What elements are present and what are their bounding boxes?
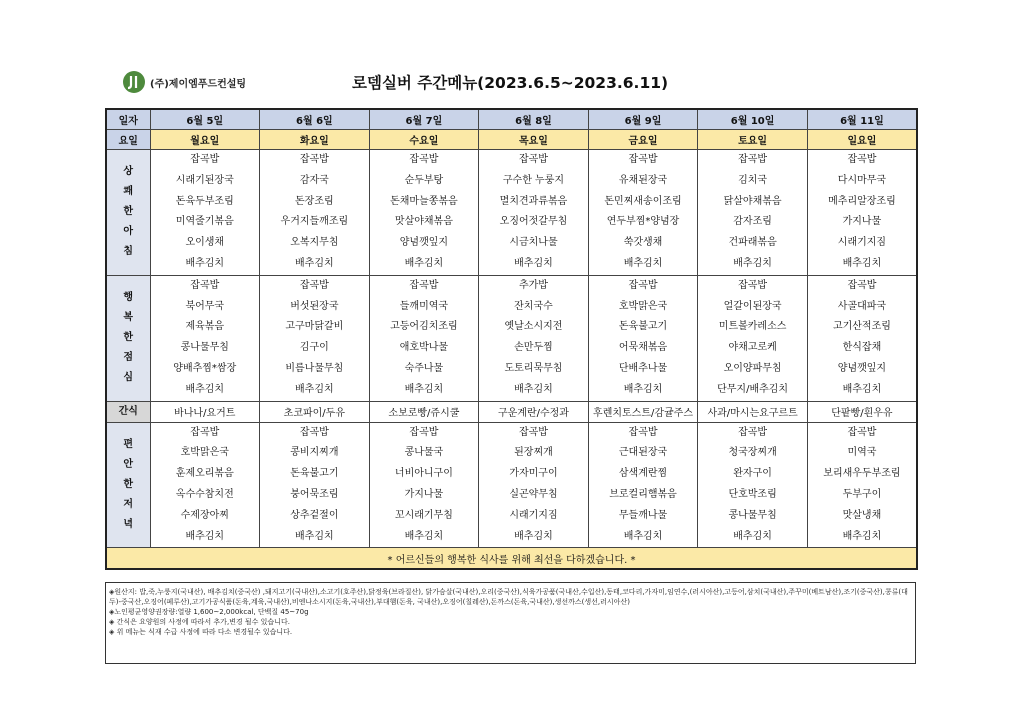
menu-item: 잔치국수 [514,300,553,312]
menu-item: 무들깨나물 [618,509,668,521]
menu-item: 비름나물무침 [285,362,344,374]
menu-item: 콩비지찌개 [290,447,339,459]
menu-item: 야채고로케 [728,342,777,354]
meal-label-char: 상 [123,166,134,178]
menu-item: 배추김치 [185,257,225,269]
dinner-row [106,422,917,548]
menu-item: 잡곡밥 [847,279,877,291]
menu-item: 미역국 [847,447,877,459]
menu-item: 가자미구이 [509,468,558,480]
meal-label-char: 점 [123,352,134,364]
breakfast-row-day [807,150,917,276]
menu-item: 두부구이 [842,488,882,500]
dow-label: 요일 [106,130,150,150]
meal-label-char: 편 [123,438,134,450]
weekly-menu-table [105,108,918,570]
menu-item: 근대된장국 [618,447,668,459]
menu-item: 양배추찜*쌈장 [173,362,237,374]
menu-item: 잡곡밥 [409,279,439,291]
menu-item: 숙주나물 [404,362,444,374]
menu-note: * 어르신들의 행복한 식사를 위해 최선을 다하겠습니다. * [106,548,917,570]
dinner-row-day [369,422,479,548]
breakfast-row-day [369,150,479,276]
breakfast-row-day [698,150,808,276]
menu-item: 연두부찜*양념장 [606,216,680,228]
menu-item: 잡곡밥 [628,154,658,165]
menu-item: 옛날소시지전 [504,321,563,333]
menu-item: 버섯된장국 [290,300,339,312]
menu-item: 건파래볶음 [728,237,777,249]
lunch-row-day [698,275,808,401]
menu-item: 오복지무침 [290,237,339,249]
menu-item: 잡곡밥 [518,154,548,165]
menu-item: 고구마닭갈비 [285,321,344,333]
menu-item: 감자조림 [733,216,772,228]
menu-item: 삼색계란찜 [618,468,668,480]
menu-item: 완자구이 [733,468,772,480]
meal-label-char: 한 [123,206,134,218]
lunch-row-day [807,275,917,401]
menu-item: 호박맑은국 [180,447,229,459]
meal-label-char: 녁 [123,518,134,530]
menu-item: 단호박조림 [728,488,777,500]
menu-item: 훈제오리볶음 [175,468,234,480]
snack-note: ◈ 간식은 요양원의 사정에 따라서 추가,변경 될수 있습니다. [109,618,290,626]
day-of-week: 금요일 [588,130,698,150]
menu-item: 메추리알장조림 [828,195,896,207]
meal-label-char: 쾌 [123,186,134,198]
menu-item: 추가밥 [518,279,548,291]
menu-item: 김구이 [299,342,329,354]
menu-item: 고등어김치조림 [390,321,458,333]
menu-item: 붕어묵조림 [290,488,339,500]
date-label: 일자 [106,109,150,130]
menu-item: 돈장조림 [295,195,334,207]
dinner-row-label [106,422,150,548]
breakfast-row-day [479,150,589,276]
menu-item: 고기산적조림 [832,321,891,333]
menu-item: 잡곡밥 [409,154,439,165]
menu-item: 콩나물무침 [180,342,229,354]
day-date: 6월 9일 [588,109,698,130]
dinner-row-day [479,422,589,548]
meal-label-char: 행 [123,292,134,304]
menu-item: 돈육불고기 [618,321,668,333]
menu-item: 상추겉절이 [290,509,339,521]
menu-item: 김치국 [738,174,768,186]
menu-item: 배추김치 [623,257,663,269]
menu-item: 배추김치 [404,257,444,269]
meal-label-char: 복 [123,312,134,324]
company-logo-mark-icon [122,70,146,94]
breakfast-row-label [106,150,150,276]
menu-item: 시래기지짐 [509,509,558,521]
meal-label-char: 침 [123,246,134,258]
meal-label-char: 한 [123,332,134,344]
day-of-week: 수요일 [369,130,479,150]
menu-item: 된장찌개 [514,447,553,459]
menu-item: 배추김치 [404,530,444,542]
menu-item: 가지나물 [404,488,444,500]
menu-item: 단무지/배추김치 [717,383,789,395]
dinner-row-day [588,422,698,548]
menu-item: 구수한 누룽지 [502,174,565,186]
change-note: ◈ 위 메뉴는 식재 수급 사정에 따라 다소 변경될수 있습니다. [109,628,293,636]
menu-item: 배추김치 [514,383,553,395]
snack-item: 사과/마시는요구르트 [698,401,808,422]
menu-item: 배추김치 [514,257,553,269]
day-date: 6월 8일 [479,109,589,130]
menu-item: 시래기된장국 [175,174,234,186]
dinner-row-day [260,422,370,548]
menu-item: 오이양파무침 [723,362,782,374]
menu-item: 양념깻잎지 [837,362,887,374]
menu-item: 배추김치 [842,530,882,542]
menu-item: 잡곡밥 [628,279,658,291]
menu-item: 잡곡밥 [299,154,329,165]
dinner-row-day [698,422,808,548]
day-of-week: 화요일 [260,130,370,150]
menu-item: 배추김치 [623,530,663,542]
menu-item: 잡곡밥 [847,154,877,165]
menu-item: 시금치나물 [509,237,558,249]
menu-item: 감자국 [299,174,329,186]
menu-item: 배추김치 [185,530,225,542]
meal-label-char: 저 [123,498,134,510]
snack-item: 구운계란/수정과 [479,401,589,422]
menu-item: 너비아니구이 [394,468,453,480]
menu-item: 순두부탕 [404,174,444,186]
menu-item: 잡곡밥 [409,426,439,438]
menu-item: 유채된장국 [618,174,668,186]
menu-item: 실곤약무침 [509,488,558,500]
breakfast-row-day [588,150,698,276]
meal-label-char: 심 [123,372,134,384]
menu-item: 우거지들깨조림 [280,216,349,228]
menu-item: 잡곡밥 [738,426,768,438]
breakfast-row-day [150,150,260,276]
origin-note: ◈원산지: 밥,죽,누룽지(국내산), 배추김치(중국산) ,돼지고기(국내산),소고기(호주산),닭정육(브라질산), 닭가슴살(국내산),오리(중국산),식육가공품(국내산,수입산),동태,코다리,가자미,임연수,(러시아산),고등어,삼치(국내산),주꾸미(베트남산),조기(중국산),콩류(대두)-중국산,오징어(페루산),고기가공식품(돈육,계육,국내산),비엔나소시지(돈육,국내산),부대햄(돈육, 국내산),오징어(칠레산),돈까스(돈육,국내산),생선까스(생선,러시아산) [109,588,908,606]
menu-item: 어묵채볶음 [618,342,668,354]
menu-item: 옥수수참치전 [175,488,234,500]
menu-item: 제육볶음 [185,321,225,333]
page-title: 로뎀실버 주간메뉴(2023.6.5~2023.6.11) [352,74,669,92]
snack-item: 초코파이/두유 [260,401,370,422]
menu-item: 청국장찌개 [728,447,777,459]
menu-item: 배추김치 [295,530,334,542]
menu-item: 콩나물무침 [728,509,777,521]
menu-item: 사골대파국 [837,300,887,312]
menu-item: 오징어젓갈무침 [499,216,568,228]
menu-item: 잡곡밥 [628,426,658,438]
menu-item: 돈채마늘쫑볶음 [390,195,458,207]
footer-notes [105,582,916,664]
menu-item: 쑥갓생채 [623,237,663,249]
menu-item: 닭살야채볶음 [723,195,782,207]
dow-header-row [106,130,917,150]
menu-item: 꼬시래기무침 [394,509,453,521]
menu-item: 미트볼카레소스 [718,321,787,333]
menu-item: 가지나물 [842,216,882,228]
menu-item: 잡곡밥 [299,279,329,291]
menu-item: 배추김치 [623,383,663,395]
snack-row [106,401,917,422]
day-date: 6월 5일 [150,109,260,130]
menu-item: 잡곡밥 [190,279,220,291]
menu-item: 배추김치 [295,383,334,395]
note-row [106,548,917,570]
menu-item: 잡곡밥 [190,426,220,438]
menu-item: 배추김치 [185,383,225,395]
meal-label-char: 한 [123,478,134,490]
day-of-week: 목요일 [479,130,589,150]
menu-item: 다시마무국 [837,174,887,186]
menu-item: 배추김치 [733,530,772,542]
menu-item: 맛살냉채 [842,509,882,521]
menu-item: 배추김치 [842,257,882,269]
menu-item: 단배추나물 [618,362,668,374]
menu-item: 잡곡밥 [299,426,329,438]
menu-item: 콩나물국 [404,447,444,459]
menu-item: 돈민찌새송이조림 [604,195,682,207]
menu-item: 배추김치 [514,530,553,542]
menu-item: 맛살야채볶음 [394,216,453,228]
lunch-row-day [369,275,479,401]
menu-item: 애호박나물 [399,342,449,354]
menu-item: 잡곡밥 [518,426,548,438]
menu-item: 잡곡밥 [738,154,768,165]
menu-item: 배추김치 [404,383,444,395]
breakfast-row-day [260,150,370,276]
dinner-row-day [150,422,260,548]
snack-item: 소보로빵/쥬시쿨 [369,401,479,422]
lunch-row-day [260,275,370,401]
company-name: (주)제이엠푸드컨설팅 [150,78,247,90]
nutrition-note: ◈노인평균영양권장량:열량 1,600~2,000kcal, 단백질 45~70g [109,608,309,616]
menu-item: 도토리묵무침 [504,362,563,374]
day-date: 6월 10일 [698,109,808,130]
day-date: 6월 7일 [369,109,479,130]
lunch-row-label [106,275,150,401]
menu-item: 돈육두부조림 [175,195,234,207]
menu-item: 북어무국 [185,300,225,312]
date-header-row [106,109,917,130]
menu-item: 돈육불고기 [290,468,339,480]
lunch-row-day [588,275,698,401]
day-of-week: 일요일 [807,130,917,150]
day-of-week: 월요일 [150,130,260,150]
menu-item: 잡곡밥 [738,279,768,291]
menu-item: 양념깻잎지 [399,237,449,249]
meal-label-char: 아 [123,226,134,238]
breakfast-row [106,150,917,276]
menu-item: 미역줄기볶음 [175,216,234,228]
menu-item: 수제장아찌 [180,509,229,521]
menu-item: 잡곡밥 [847,426,877,438]
menu-item: 브로컬리햄볶음 [609,488,677,500]
snack-item: 바나나/요거트 [150,401,260,422]
menu-item: 얼갈이된장국 [723,300,782,312]
menu-item: 들깨미역국 [399,300,449,312]
menu-item: 시래기지짐 [837,237,887,249]
day-date: 6월 11일 [807,109,917,130]
menu-item: 배추김치 [733,257,772,269]
day-of-week: 토요일 [698,130,808,150]
menu-item: 배추김치 [295,257,334,269]
dinner-row-day [807,422,917,548]
menu-item: 호박맑은국 [618,300,668,312]
snack-item: 후렌치토스트/감귤주스 [588,401,698,422]
snack-item: 단팥빵/흰우유 [807,401,917,422]
lunch-row-day [150,275,260,401]
menu-item: 멸치견과류볶음 [499,195,568,207]
day-date: 6월 6일 [260,109,370,130]
menu-item: 배추김치 [842,383,882,395]
snack-label: 간식 [106,401,150,422]
menu-item: 잡곡밥 [190,154,220,165]
menu-item: 한식잡채 [842,342,882,354]
menu-item: 오이생채 [185,237,225,249]
lunch-row [106,275,917,401]
menu-item: 보리새우두부조림 [823,468,901,480]
menu-item: 손만두찜 [514,342,553,354]
lunch-row-day [479,275,589,401]
company-logo [122,70,246,94]
meal-label-char: 안 [123,458,134,470]
